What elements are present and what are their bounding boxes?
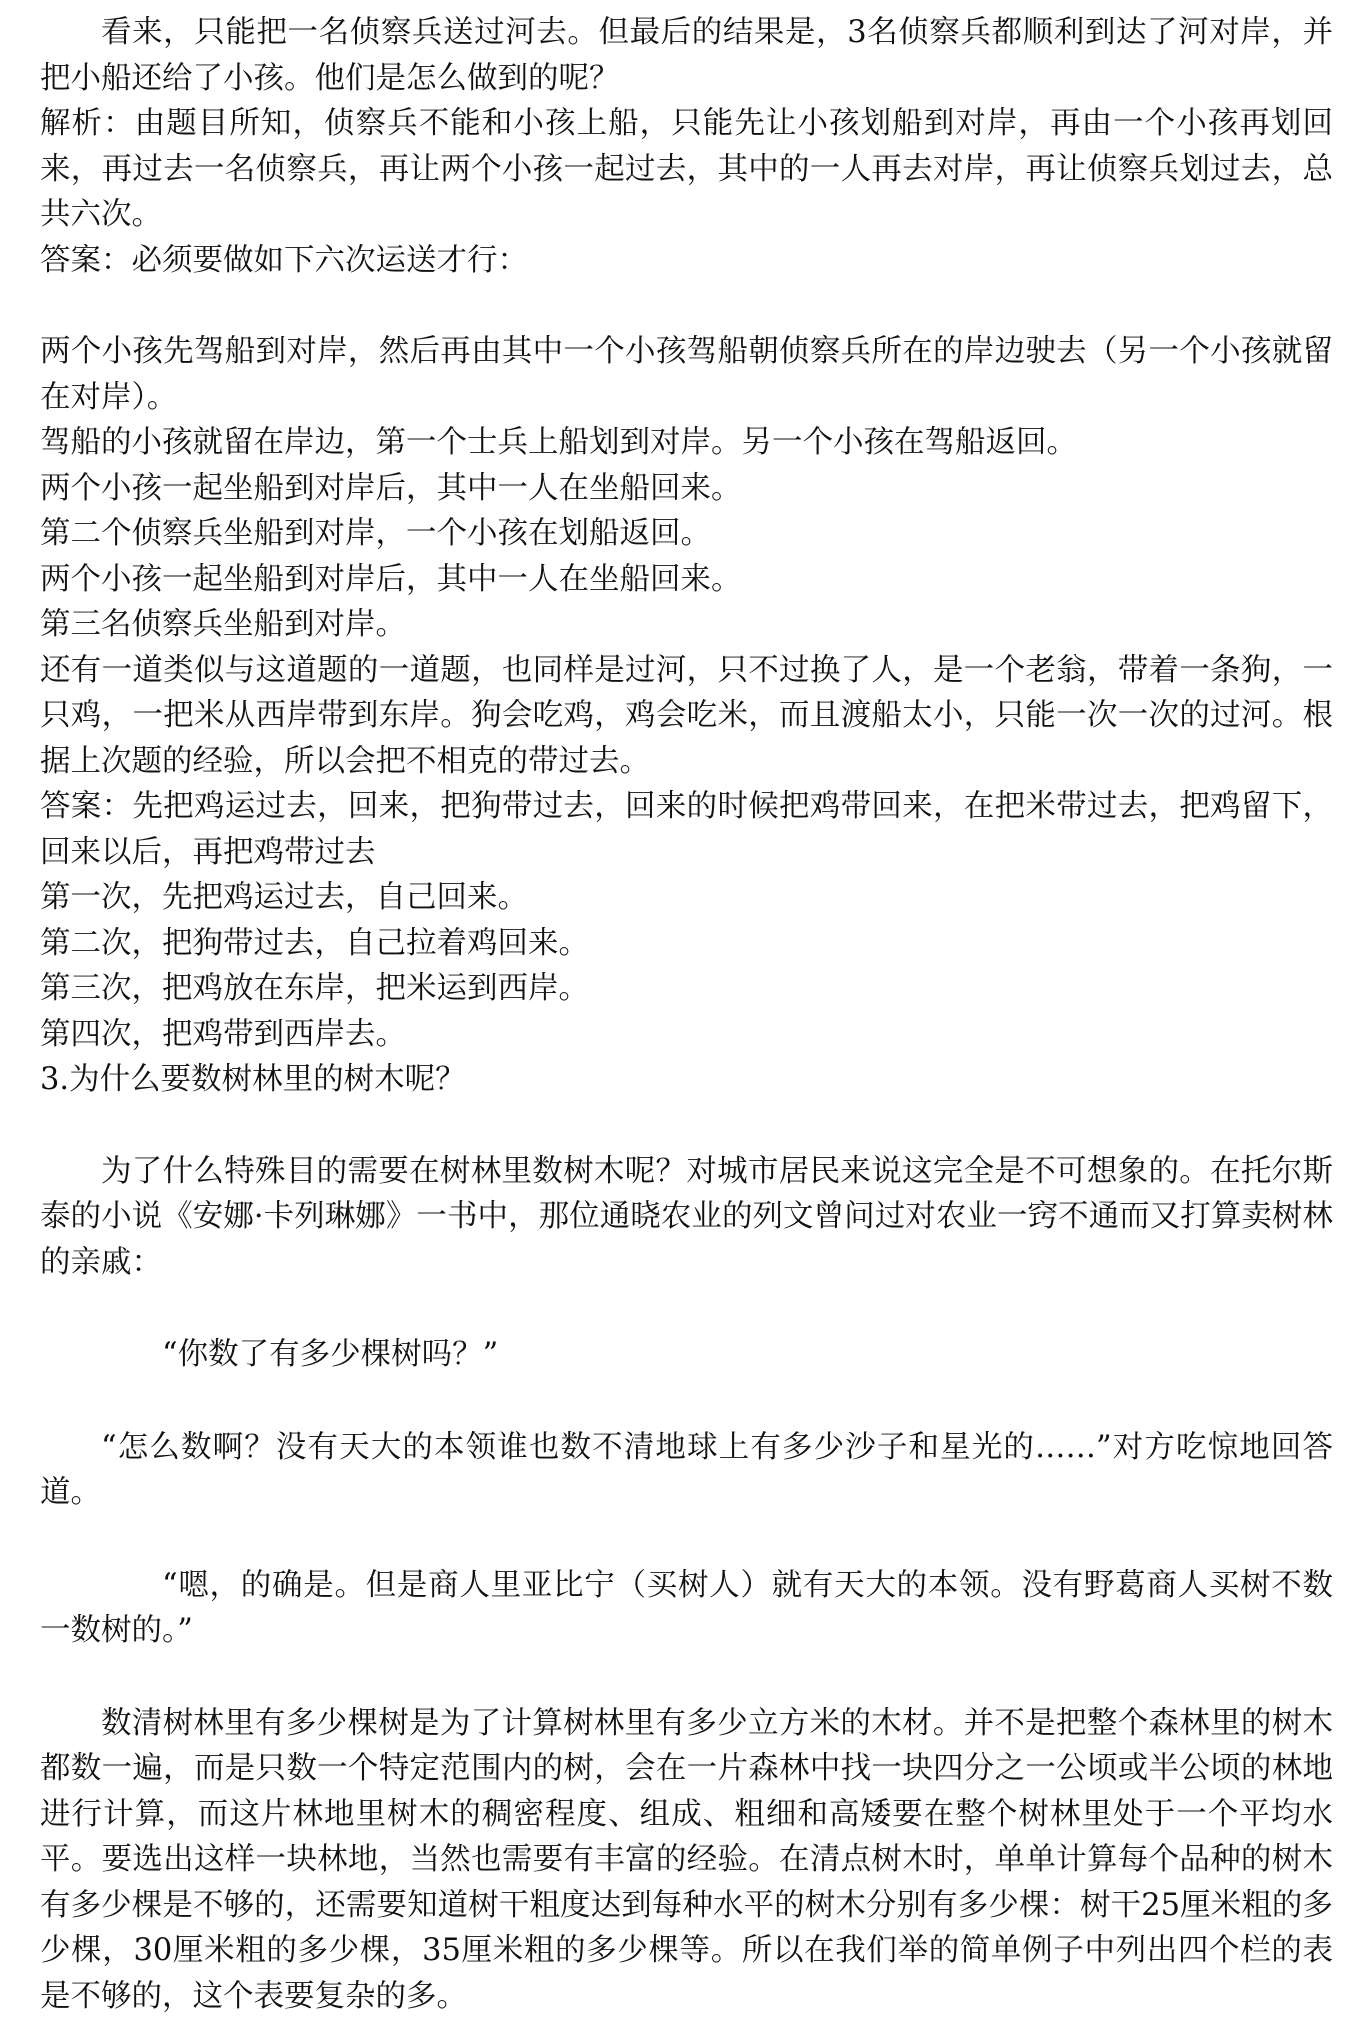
step-line: 第二次，把狗带过去，自己拉着鸡回来。 [40,921,1333,967]
step-line: 驾船的小孩就留在岸边，第一个士兵上船划到对岸。另一个小孩在驾船返回。 [40,420,1333,466]
step-line: 两个小孩先驾船到对岸，然后再由其中一个小孩驾船朝侦察兵所在的岸边驶去（另一个小孩就留在对岸）。 [40,329,1333,420]
spacer [40,1654,1333,1701]
step-line: 第一次，先把鸡运过去，自己回来。 [40,875,1333,921]
step-line: 第三名侦察兵坐船到对岸。 [40,602,1333,648]
quote-paragraph: “怎么数啊？没有天大的本领谁也数不清地球上有多少沙子和星光的……”对方吃惊地回答道。 [40,1425,1333,1516]
section-heading: 3.为什么要数树林里的树木呢？ [40,1057,1333,1103]
step-line: 第二个侦察兵坐船到对岸，一个小孩在划船返回。 [40,511,1333,557]
spacer [40,283,1333,329]
paragraph-similar-puzzle: 还有一道类似与这道题的一道题，也同样是过河，只不过换了人，是一个老翁，带着一条狗，一只鸡，一把米从西岸带到东岸。狗会吃鸡，鸡会吃米，而且渡船太小，只能一次一次的过河。根据上次题的经验，所以会把不相克的带过去。 [40,648,1333,785]
step-line: 两个小孩一起坐船到对岸后，其中一人在坐船回来。 [40,466,1333,512]
paragraph-body: 数清树林里有多少棵树是为了计算树林里有多少立方米的木材。并不是把整个森林里的树木都数一遍，而是只数一个特定范围内的树，会在一片森林中找一块四分之一公顷或半公顷的林地进行计算，而这片林地里树木的稠密程度、组成、粗细和高矮要在整个树林里处于一个平均水平。要选出这样一块林地，当然也需要有丰富的经验。在清点树木时，单单计算每个品种的树木有多少棵是不够的，还需要知道树干粗度达到每种水平的树木分别有多少棵：树干25厘米粗的多少棵，30厘米粗的多少棵，35厘米粗的多少棵等。所以在我们举的简单例子中列出四个栏的表是不够的，这个表要复杂的多。 [40,1701,1333,2019]
quote-paragraph: “嗯，的确是。但是商人里亚比宁（买树人）就有天大的本领。没有野葛商人买树不数一数树的。” [40,1563,1333,1654]
paragraph-intro: 看来，只能把一名侦察兵送过河去。但最后的结果是，3名侦察兵都顺利到达了河对岸，并把小船还给了小孩。他们是怎么做到的呢？ [40,10,1333,101]
spacer [40,1516,1333,1563]
spacer [40,1103,1333,1149]
quote-line: “你数了有多少棵树吗？” [40,1332,1333,1378]
document-page [40,10,1333,2019]
paragraph-analysis: 解析：由题目所知，侦察兵不能和小孩上船，只能先让小孩划船到对岸，再由一个小孩再划回来，再过去一名侦察兵，再让两个小孩一起过去，其中的一人再去对岸，再让侦察兵划过去，总共六次。 [40,101,1333,238]
spacer [40,1285,1333,1332]
step-line: 两个小孩一起坐船到对岸后，其中一人在坐船回来。 [40,557,1333,603]
spacer [40,1378,1333,1425]
paragraph-answer: 答案：先把鸡运过去，回来，把狗带过去，回来的时候把鸡带回来，在把米带过去，把鸡留下，回来以后，再把鸡带过去 [40,784,1333,875]
step-line: 第三次，把鸡放在东岸，把米运到西岸。 [40,966,1333,1012]
paragraph-body: 为了什么特殊目的需要在树林里数树木呢？对城市居民来说这完全是不可想象的。在托尔斯泰的小说《安娜·卡列琳娜》一书中，那位通晓农业的列文曾问过对农业一窍不通而又打算卖树林的亲戚： [40,1149,1333,1286]
paragraph-answer-heading: 答案：必须要做如下六次运送才行： [40,238,1333,284]
step-line: 第四次，把鸡带到西岸去。 [40,1012,1333,1058]
